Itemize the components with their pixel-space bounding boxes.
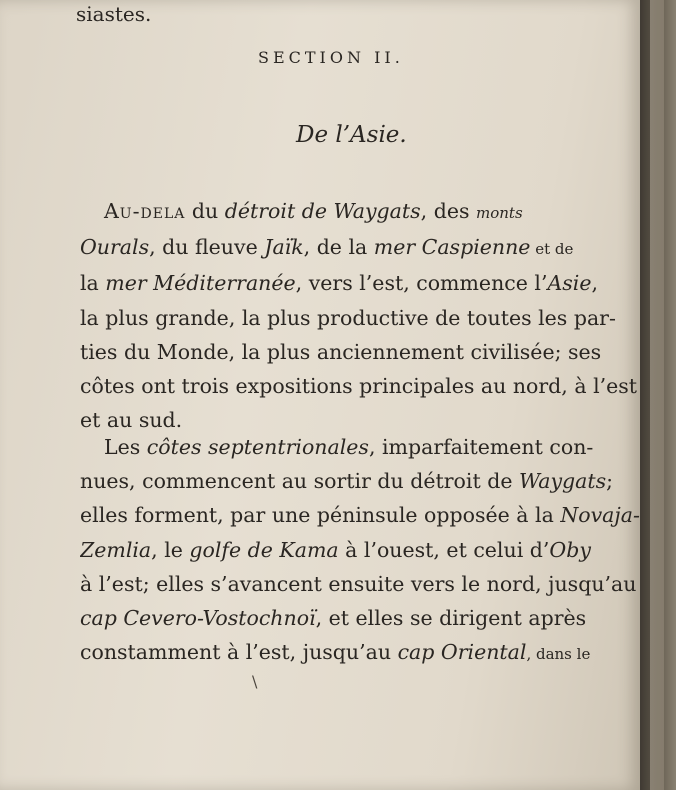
- p1-line-2: Ourals, du fleuve Jaïk, de la mer Caspienne et de: [80, 235, 574, 260]
- next-page-edge: [650, 0, 664, 790]
- p1-line-1: Au-dela du détroit de Waygats, des monts: [104, 199, 523, 223]
- p2-line-1: Les côtes septentrionales, imparfaitement con-: [104, 435, 594, 459]
- p1-line-6: côtes ont trois expositions principales au nord, à l’est: [80, 374, 638, 399]
- previous-paragraph-end: siastes.: [76, 2, 152, 26]
- p1-line-5: ties du Monde, la plus anciennement civilisée; ses: [80, 339, 602, 364]
- p1-line-7: et au sud.: [80, 408, 183, 433]
- p2-line-6: cap Cevero-Vostochnoï, et elles se dirigent après: [80, 606, 587, 631]
- section-label: SECTION II.: [258, 48, 404, 67]
- p2-line-4: Zemlia, le golfe de Kama à l’ouest, et celui d’Oby: [80, 537, 591, 562]
- p2-line-5: à l’est; elles s’avancent ensuite vers le nord, jusqu’au: [80, 571, 637, 596]
- paragraph-2: [80, 430, 640, 671]
- p2-line-2: nues, commencent au sortir du détroit de Waygats;: [80, 469, 614, 494]
- p2-line-7: constamment à l’est, jusqu’au cap Oriental, dans le: [80, 640, 591, 665]
- paragraph-1: [80, 194, 640, 437]
- p1-line-3: la mer Méditerranée, vers l’est, commence l’Asie,: [80, 271, 599, 296]
- p1-line-4: la plus grande, la plus productive de toutes les par-: [80, 305, 616, 330]
- section-heading: De l’Asie.: [296, 122, 407, 148]
- p2-line-3: elles forment, par une péninsule opposée à la Novaja-: [80, 503, 640, 528]
- stray-ink-mark: \: [252, 672, 258, 691]
